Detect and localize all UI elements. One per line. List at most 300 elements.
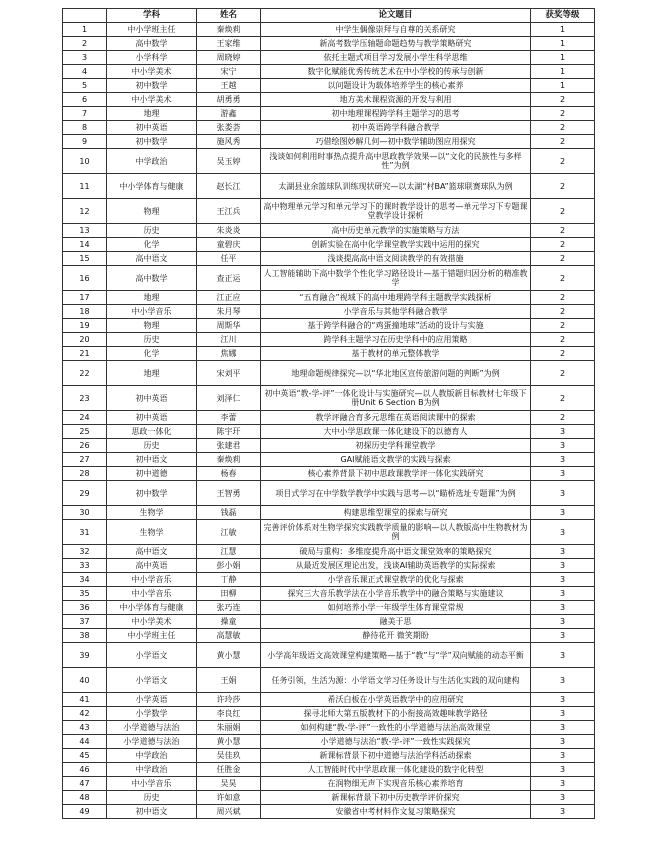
cell-name: 查正运 — [197, 266, 261, 291]
cell-title: 跨学科主题学习在历史学科中的应用策略 — [261, 333, 531, 347]
header-subject: 学科 — [107, 9, 197, 23]
table-row — [63, 291, 595, 305]
table-row — [63, 707, 595, 721]
table-row — [63, 573, 595, 587]
cell-grade: 2 — [531, 107, 595, 121]
cell-subject: 历史 — [107, 224, 197, 238]
cell-name: 李蕾 — [197, 411, 261, 425]
table-row — [63, 361, 595, 386]
cell-grade: 2 — [531, 121, 595, 135]
cell-subject: 中小学音乐 — [107, 587, 197, 601]
table-row — [63, 520, 595, 545]
cell-no: 28 — [63, 467, 107, 481]
cell-grade: 2 — [531, 224, 595, 238]
cell-grade: 2 — [531, 411, 595, 425]
cell-no: 30 — [63, 506, 107, 520]
table-row — [63, 65, 595, 79]
table-row — [63, 791, 595, 805]
cell-subject: 小学科学 — [107, 51, 197, 65]
cell-title: 小学音乐课正式课堂教学的优化与探索 — [261, 573, 531, 587]
cell-no: 33 — [63, 559, 107, 573]
cell-no: 44 — [63, 735, 107, 749]
cell-subject: 中小学美术 — [107, 65, 197, 79]
cell-title: 人工智能时代中学思政课一体化建设的数字化转型 — [261, 763, 531, 777]
cell-name: 江敏 — [197, 520, 261, 545]
table-row — [63, 453, 595, 467]
cell-name: 彭小娟 — [197, 559, 261, 573]
cell-no: 14 — [63, 238, 107, 252]
cell-grade: 3 — [531, 439, 595, 453]
cell-title: 探究三大音乐教学法在小学音乐教学中的融合策略与实施建议 — [261, 587, 531, 601]
cell-subject: 中小学体育与健康 — [107, 174, 197, 199]
table-row — [63, 174, 595, 199]
cell-subject: 小学英语 — [107, 693, 197, 707]
cell-subject: 中学政治 — [107, 149, 197, 174]
cell-grade: 2 — [531, 347, 595, 361]
cell-name: 游鑫 — [197, 107, 261, 121]
cell-grade: 3 — [531, 707, 595, 721]
cell-no: 8 — [63, 121, 107, 135]
cell-name: 吴昊 — [197, 777, 261, 791]
table-row — [63, 601, 595, 615]
cell-no: 10 — [63, 149, 107, 174]
cell-title: 地方美术课程资源的开发与利用 — [261, 93, 531, 107]
table-row — [63, 467, 595, 481]
award-table — [62, 8, 595, 819]
cell-title: 创新实验在高中化学课堂教学实践中运用的探究 — [261, 238, 531, 252]
cell-no: 45 — [63, 749, 107, 763]
cell-title: 安徽省中考材料作文复习策略探究 — [261, 805, 531, 819]
table-row — [63, 149, 595, 174]
cell-grade: 1 — [531, 65, 595, 79]
table-row — [63, 93, 595, 107]
cell-name: 王越 — [197, 79, 261, 93]
table-row — [63, 643, 595, 668]
cell-name: 吴玉婷 — [197, 149, 261, 174]
cell-title: 大中小学思政课一体化建设下的以德育人 — [261, 425, 531, 439]
cell-grade: 2 — [531, 305, 595, 319]
cell-subject: 高中数学 — [107, 266, 197, 291]
cell-no: 23 — [63, 386, 107, 411]
cell-name: 施风秀 — [197, 135, 261, 149]
cell-no: 7 — [63, 107, 107, 121]
cell-title: 地理命题规律探究—以“华北地区宣传旅游问题的判断”为例 — [261, 361, 531, 386]
cell-subject: 初中数学 — [107, 481, 197, 506]
table-row — [63, 135, 595, 149]
cell-subject: 初中数学 — [107, 79, 197, 93]
cell-subject: 初中语文 — [107, 453, 197, 467]
cell-title: 以问题设计为载体培养学生的核心素养 — [261, 79, 531, 93]
cell-subject: 小学语文 — [107, 643, 197, 668]
cell-name: 陈宇玕 — [197, 425, 261, 439]
cell-subject: 小学语文 — [107, 668, 197, 693]
cell-no: 16 — [63, 266, 107, 291]
cell-subject: 历史 — [107, 439, 197, 453]
cell-no: 39 — [63, 643, 107, 668]
cell-no: 22 — [63, 361, 107, 386]
cell-subject: 中小学美术 — [107, 93, 197, 107]
cell-no: 17 — [63, 291, 107, 305]
cell-subject: 化学 — [107, 238, 197, 252]
table-body — [63, 23, 595, 819]
cell-subject: 中小学班主任 — [107, 23, 197, 37]
cell-name: 王江兵 — [197, 199, 261, 224]
cell-name: 杨春 — [197, 467, 261, 481]
cell-title: 破局与重构：多维度提升高中语文课堂效率的策略探究 — [261, 545, 531, 559]
cell-title: 希沃白板在小学英语教学中的应用研究 — [261, 693, 531, 707]
cell-title: 依托主题式项目学习发展小学生科学思维 — [261, 51, 531, 65]
cell-no: 9 — [63, 135, 107, 149]
cell-title: 探寻北师大第五版教材下的小衔接高效趣味教学路径 — [261, 707, 531, 721]
cell-grade: 3 — [531, 520, 595, 545]
cell-name: 刘泽仁 — [197, 386, 261, 411]
cell-no: 12 — [63, 199, 107, 224]
cell-grade: 1 — [531, 79, 595, 93]
cell-title: 在润物细无声下实现音乐核心素养培育 — [261, 777, 531, 791]
cell-name: 丁静 — [197, 573, 261, 587]
cell-title: 任务引领，生活为源：小学语文学习任务设计与生活化实践的双向建构 — [261, 668, 531, 693]
table-row — [63, 121, 595, 135]
cell-name: 吴佳玖 — [197, 749, 261, 763]
cell-name: 张建君 — [197, 439, 261, 453]
cell-name: 任平 — [197, 252, 261, 266]
cell-title: 巧借绘图妙解几何—初中数学辅助图应用探究 — [261, 135, 531, 149]
table-row — [63, 305, 595, 319]
cell-grade: 2 — [531, 199, 595, 224]
table-row — [63, 51, 595, 65]
cell-grade: 3 — [531, 467, 595, 481]
cell-grade: 3 — [531, 601, 595, 615]
cell-grade: 3 — [531, 721, 595, 735]
cell-subject: 高中英语 — [107, 559, 197, 573]
cell-grade: 3 — [531, 777, 595, 791]
cell-no: 47 — [63, 777, 107, 791]
award-list-sheet — [62, 8, 594, 819]
table-row — [63, 545, 595, 559]
cell-name: 黄小慧 — [197, 643, 261, 668]
cell-grade: 2 — [531, 319, 595, 333]
cell-name: 钱磊 — [197, 506, 261, 520]
cell-name: 李良红 — [197, 707, 261, 721]
cell-subject: 化学 — [107, 347, 197, 361]
table-row — [63, 107, 595, 121]
cell-subject: 小学道德与法治 — [107, 721, 197, 735]
cell-title: 如何构建“教-学-评”一致性的小学道德与法治高效课堂 — [261, 721, 531, 735]
cell-name: 许如意 — [197, 791, 261, 805]
cell-no: 21 — [63, 347, 107, 361]
cell-no: 49 — [63, 805, 107, 819]
cell-title: 高中历史单元教学的实施策略与方法 — [261, 224, 531, 238]
cell-no: 4 — [63, 65, 107, 79]
cell-subject: 中小学体育与健康 — [107, 601, 197, 615]
cell-name: 焦娜 — [197, 347, 261, 361]
cell-grade: 3 — [531, 749, 595, 763]
cell-name: 王娟 — [197, 668, 261, 693]
cell-name: 宋宁 — [197, 65, 261, 79]
cell-subject: 初中英语 — [107, 121, 197, 135]
cell-title: 如何培养小学一年级学生体育课堂常规 — [261, 601, 531, 615]
cell-subject: 初中英语 — [107, 411, 197, 425]
cell-title: 数字化赋能优秀传统艺术在中小学校的传承与创新 — [261, 65, 531, 79]
cell-title: 融美于思 — [261, 615, 531, 629]
cell-no: 31 — [63, 520, 107, 545]
cell-title: 初中英语“教-学-评”一体化设计与实施研究—以人教版新目标教材七年级下册Unit 6 Section B为例 — [261, 386, 531, 411]
cell-no: 27 — [63, 453, 107, 467]
cell-title: 高中物理单元学习和单元学习下的课时教学设计的思考—单元学习下专题课堂教学设计探析 — [261, 199, 531, 224]
table-row — [63, 224, 595, 238]
cell-name: 任胜金 — [197, 763, 261, 777]
cell-title: 小学音乐与其他学科融合教学 — [261, 305, 531, 319]
cell-grade: 2 — [531, 291, 595, 305]
cell-subject: 生物学 — [107, 506, 197, 520]
table-row — [63, 333, 595, 347]
cell-no: 29 — [63, 481, 107, 506]
cell-no: 3 — [63, 51, 107, 65]
cell-subject: 初中语文 — [107, 805, 197, 819]
cell-title: 核心素养背景下初中思政课教学评一体化实践研究 — [261, 467, 531, 481]
cell-name: 江川 — [197, 333, 261, 347]
cell-grade: 3 — [531, 545, 595, 559]
cell-grade: 3 — [531, 805, 595, 819]
cell-no: 24 — [63, 411, 107, 425]
cell-subject: 高中语文 — [107, 252, 197, 266]
cell-no: 36 — [63, 601, 107, 615]
cell-subject: 初中道德 — [107, 467, 197, 481]
cell-no: 26 — [63, 439, 107, 453]
cell-name: 周晓婷 — [197, 51, 261, 65]
cell-title: 人工智能辅助下高中数学个性化学习路径设计—基于错题归因分析的精准教学 — [261, 266, 531, 291]
cell-grade: 2 — [531, 361, 595, 386]
table-row — [63, 266, 595, 291]
cell-subject: 小学道德与法治 — [107, 735, 197, 749]
table-row — [63, 735, 595, 749]
table-row — [63, 386, 595, 411]
table-row — [63, 721, 595, 735]
cell-name: 朱丽娟 — [197, 721, 261, 735]
cell-name: 江慧 — [197, 545, 261, 559]
table-header-row — [63, 9, 595, 23]
table-row — [63, 668, 595, 693]
cell-title: GAI赋能语文教学的实践与探索 — [261, 453, 531, 467]
cell-no: 2 — [63, 37, 107, 51]
table-row — [63, 749, 595, 763]
cell-grade: 3 — [531, 615, 595, 629]
cell-name: 操童 — [197, 615, 261, 629]
cell-subject: 历史 — [107, 791, 197, 805]
table-row — [63, 763, 595, 777]
cell-no: 32 — [63, 545, 107, 559]
cell-grade: 3 — [531, 735, 595, 749]
table-row — [63, 411, 595, 425]
table-row — [63, 587, 595, 601]
cell-name: 朱月琴 — [197, 305, 261, 319]
cell-no: 15 — [63, 252, 107, 266]
cell-no: 40 — [63, 668, 107, 693]
header-no — [63, 9, 107, 23]
table-row — [63, 79, 595, 93]
cell-title: “五育融合”视域下的高中地理跨学科主题教学实践探析 — [261, 291, 531, 305]
cell-grade: 3 — [531, 573, 595, 587]
table-row — [63, 347, 595, 361]
cell-subject: 小学数学 — [107, 707, 197, 721]
cell-title: 新课标背景下初中历史教学评价探究 — [261, 791, 531, 805]
cell-name: 许玲莎 — [197, 693, 261, 707]
cell-grade: 3 — [531, 506, 595, 520]
table-row — [63, 559, 595, 573]
cell-title: 基于教材的单元整体教学 — [261, 347, 531, 361]
cell-title: 太湖县业余篮球队训练现状研究—以太湖“村BA”篮球联赛球队为例 — [261, 174, 531, 199]
cell-subject: 物理 — [107, 199, 197, 224]
cell-name: 赵长江 — [197, 174, 261, 199]
cell-subject: 生物学 — [107, 520, 197, 545]
table-row — [63, 238, 595, 252]
cell-grade: 2 — [531, 149, 595, 174]
cell-no: 37 — [63, 615, 107, 629]
cell-subject: 中小学音乐 — [107, 777, 197, 791]
cell-subject: 初中英语 — [107, 386, 197, 411]
cell-grade: 2 — [531, 93, 595, 107]
cell-title: 初中英语跨学科融合教学 — [261, 121, 531, 135]
cell-title: 浅谈提高高中语文阅读教学的有效措施 — [261, 252, 531, 266]
cell-subject: 中学政治 — [107, 749, 197, 763]
table-row — [63, 252, 595, 266]
cell-title: 初中地理课程跨学科主题学习的思考 — [261, 107, 531, 121]
cell-no: 19 — [63, 319, 107, 333]
cell-name: 周斯华 — [197, 319, 261, 333]
cell-name: 胡勇勇 — [197, 93, 261, 107]
cell-no: 35 — [63, 587, 107, 601]
cell-grade: 2 — [531, 333, 595, 347]
table-row — [63, 615, 595, 629]
cell-title: 静待花开 微笑期盼 — [261, 629, 531, 643]
cell-grade: 3 — [531, 425, 595, 439]
cell-grade: 3 — [531, 481, 595, 506]
cell-name: 秦焕莉 — [197, 453, 261, 467]
cell-title: 基于跨学科融合的“鸡蛋撞地球”活动的设计与实施 — [261, 319, 531, 333]
cell-subject: 中小学美术 — [107, 615, 197, 629]
table-row — [63, 805, 595, 819]
cell-title: 初探历史学科课堂教学 — [261, 439, 531, 453]
cell-title: 新高考数学压轴题命题趋势与教学策略研究 — [261, 37, 531, 51]
cell-grade: 2 — [531, 386, 595, 411]
cell-grade: 3 — [531, 629, 595, 643]
cell-no: 42 — [63, 707, 107, 721]
cell-grade: 3 — [531, 693, 595, 707]
cell-subject: 初中数学 — [107, 135, 197, 149]
cell-no: 38 — [63, 629, 107, 643]
header-name: 姓名 — [197, 9, 261, 23]
cell-no: 41 — [63, 693, 107, 707]
cell-subject: 高中语文 — [107, 545, 197, 559]
cell-grade: 2 — [531, 135, 595, 149]
cell-no: 13 — [63, 224, 107, 238]
cell-subject: 思政一体化 — [107, 425, 197, 439]
cell-no: 25 — [63, 425, 107, 439]
cell-grade: 3 — [531, 763, 595, 777]
cell-title: 新课标背景下初中道德与法治学科活动探索 — [261, 749, 531, 763]
cell-name: 王智勇 — [197, 481, 261, 506]
table-row — [63, 319, 595, 333]
cell-name: 王家维 — [197, 37, 261, 51]
cell-name: 张巧连 — [197, 601, 261, 615]
table-row — [63, 506, 595, 520]
cell-name: 秦焕莉 — [197, 23, 261, 37]
header-grade: 获奖等级 — [531, 9, 595, 23]
cell-subject: 历史 — [107, 333, 197, 347]
cell-subject: 中小学班主任 — [107, 629, 197, 643]
cell-title: 从最近发展区理论出发，浅谈AI辅助英语教学的实际探索 — [261, 559, 531, 573]
cell-no: 1 — [63, 23, 107, 37]
cell-title: 完善评价体系对生物学探究实践教学质量的影响—以人教版高中生物教材为例 — [261, 520, 531, 545]
cell-name: 高慧敏 — [197, 629, 261, 643]
cell-title: 构建思维型课堂的探索与研究 — [261, 506, 531, 520]
table-row — [63, 37, 595, 51]
cell-grade: 3 — [531, 643, 595, 668]
table-row — [63, 23, 595, 37]
cell-subject: 中学政治 — [107, 763, 197, 777]
header-title: 论文题目 — [261, 9, 531, 23]
cell-no: 18 — [63, 305, 107, 319]
cell-name: 宋刘平 — [197, 361, 261, 386]
cell-title: 教学评融合育多元思维在英语阅读课中的探索 — [261, 411, 531, 425]
cell-subject: 高中数学 — [107, 37, 197, 51]
cell-subject: 地理 — [107, 361, 197, 386]
cell-subject: 中小学音乐 — [107, 305, 197, 319]
cell-grade: 3 — [531, 453, 595, 467]
table-row — [63, 481, 595, 506]
cell-subject: 地理 — [107, 107, 197, 121]
cell-no: 20 — [63, 333, 107, 347]
cell-no: 48 — [63, 791, 107, 805]
cell-grade: 2 — [531, 252, 595, 266]
cell-grade: 3 — [531, 668, 595, 693]
cell-title: 项目式学习在中学数学教学中实践与思考—以“瞄桥选址专题课”为例 — [261, 481, 531, 506]
cell-no: 43 — [63, 721, 107, 735]
table-row — [63, 425, 595, 439]
cell-name: 黄小慧 — [197, 735, 261, 749]
cell-grade: 2 — [531, 174, 595, 199]
cell-title: 中学生偶像崇拜与自尊的关系研究 — [261, 23, 531, 37]
cell-grade: 2 — [531, 266, 595, 291]
cell-title: 浅谈如何利用时事热点提升高中思政教学效果—以“文化的民族性与多样性”为例 — [261, 149, 531, 174]
cell-grade: 3 — [531, 559, 595, 573]
cell-grade: 3 — [531, 791, 595, 805]
cell-name: 朱炎炎 — [197, 224, 261, 238]
cell-name: 童碧庆 — [197, 238, 261, 252]
cell-subject: 中小学音乐 — [107, 573, 197, 587]
cell-grade: 1 — [531, 37, 595, 51]
table-row — [63, 693, 595, 707]
cell-grade: 3 — [531, 587, 595, 601]
cell-grade: 2 — [531, 238, 595, 252]
cell-title: 小学高年级语文高效课堂构建策略—基于“教”与“学”双向赋能的动态平衡 — [261, 643, 531, 668]
cell-title: 小学道德与法治“教-学-评”一致性实践探究 — [261, 735, 531, 749]
cell-grade: 1 — [531, 23, 595, 37]
cell-name: 田柳 — [197, 587, 261, 601]
cell-subject: 地理 — [107, 291, 197, 305]
table-row — [63, 439, 595, 453]
cell-grade: 1 — [531, 51, 595, 65]
cell-name: 江正应 — [197, 291, 261, 305]
cell-name: 周兴斌 — [197, 805, 261, 819]
table-row — [63, 199, 595, 224]
cell-no: 6 — [63, 93, 107, 107]
cell-subject: 物理 — [107, 319, 197, 333]
cell-no: 5 — [63, 79, 107, 93]
cell-no: 34 — [63, 573, 107, 587]
table-row — [63, 777, 595, 791]
cell-no: 11 — [63, 174, 107, 199]
